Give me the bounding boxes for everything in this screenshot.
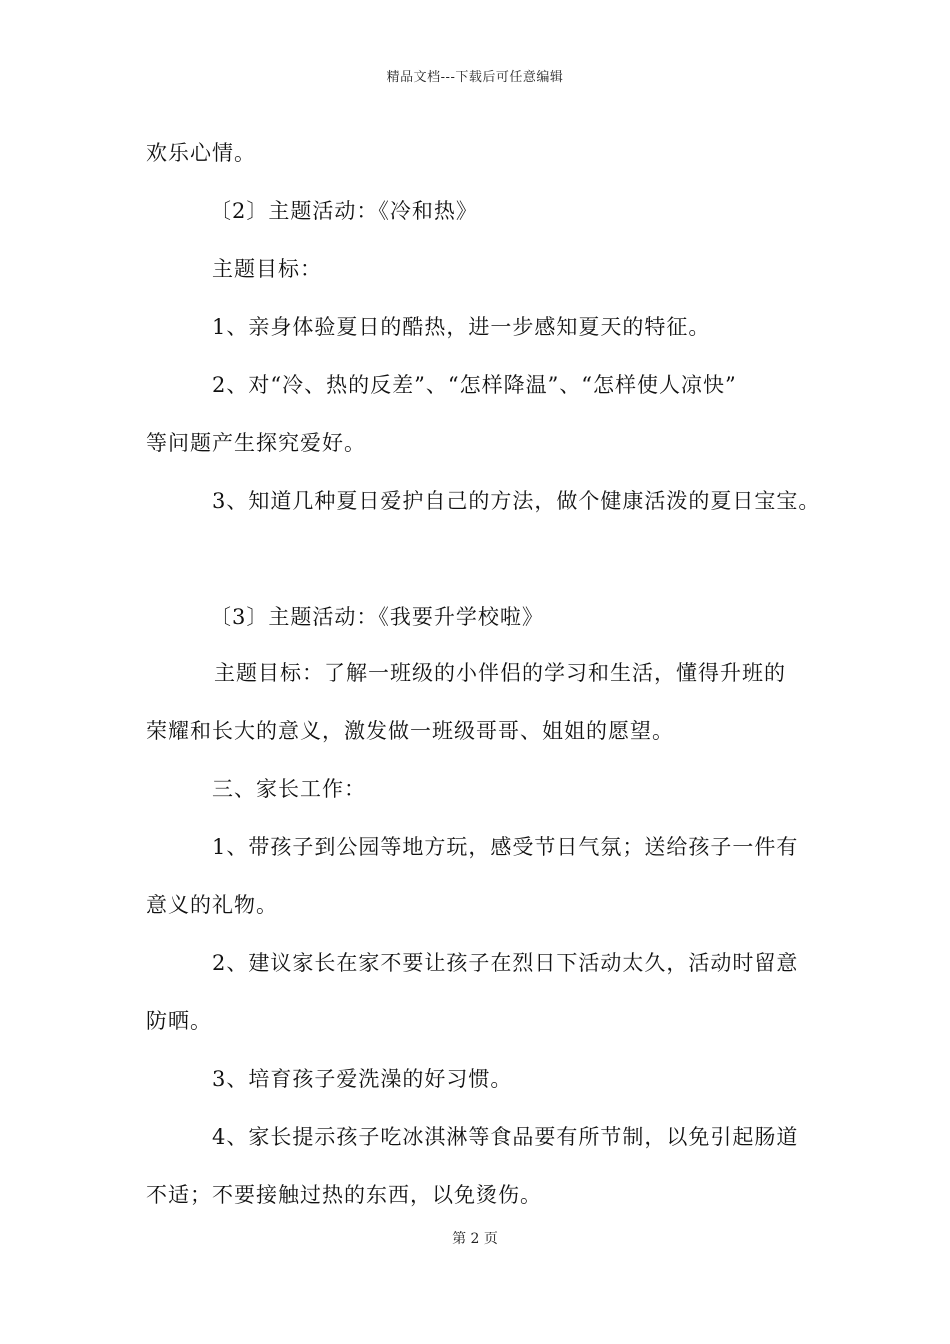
body-line: 欢乐心情。	[146, 141, 256, 165]
body-line: 1、带孩子到公园等地方玩，感受节日气氛；送给孩子一件有	[212, 835, 799, 859]
body-line: 荣耀和长大的意义，激发做一班级哥哥、姐姐的愿望。	[146, 719, 674, 743]
body-line: 等问题产生探究爱好。	[146, 431, 366, 455]
body-line: 防晒。	[146, 1009, 212, 1033]
body-line: 3、培育孩子爱洗澡的好习惯。	[212, 1067, 513, 1091]
body-line: 2、对“冷、热的反差”、“怎样降温”、“怎样使人凉快”	[212, 373, 737, 397]
page-number: 第 2 页	[452, 1231, 498, 1247]
body-line: 不适；不要接触过热的东西，以免烫伤。	[146, 1183, 542, 1207]
page-header: 精品文档---下载后可任意编辑	[386, 70, 564, 85]
body-line: 意义的礼物。	[146, 893, 278, 917]
body-line: 4、家长提示孩子吃冰淇淋等食品要有所节制，以免引起肠道	[212, 1125, 799, 1149]
section-heading: 〔2〕主题活动：《冷和热》	[210, 199, 478, 223]
body-line: 1、亲身体验夏日的酷热，进一步感知夏天的特征。	[212, 315, 711, 339]
body-line: 主题目标：	[212, 257, 322, 281]
section-heading: 〔3〕主题活动：《我要升学校啦》	[210, 605, 544, 629]
section-heading: 三、家长工作：	[212, 777, 366, 801]
body-line: 3、知道几种夏日爱护自己的方法，做个健康活泼的夏日宝宝。	[212, 489, 821, 513]
body-line: 主题目标：了解一班级的小伴侣的学习和生活，懂得升班的	[214, 661, 786, 685]
body-line: 2、建议家长在家不要让孩子在烈日下活动太久，活动时留意	[212, 951, 799, 975]
